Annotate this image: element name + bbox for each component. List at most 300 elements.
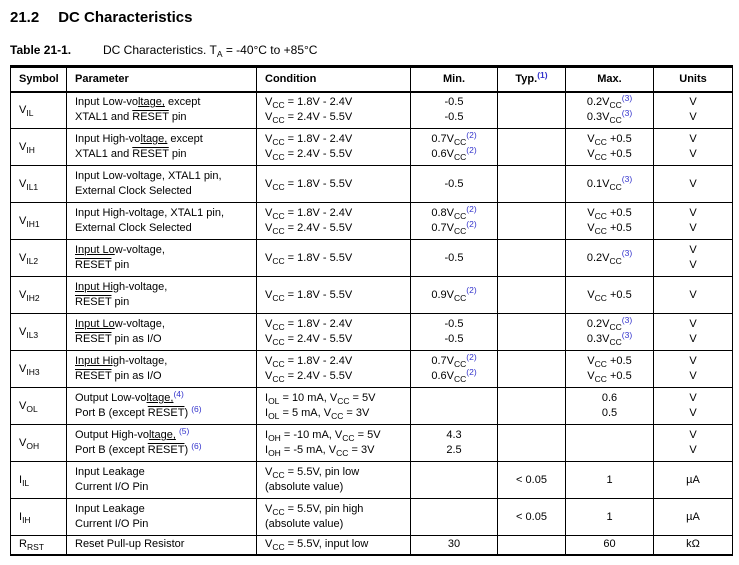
- subscript: CC: [453, 226, 467, 236]
- cell-symbol: [11, 536, 67, 555]
- cell-units: [654, 314, 733, 351]
- cell-line: $I_{IL}$: [19, 473, 30, 488]
- cell-parameter: [67, 129, 257, 166]
- cell-line: RESET pin: [75, 259, 130, 271]
- column-header-min: Min.: [411, 67, 498, 92]
- footnote-link[interactable]: (3): [621, 107, 633, 118]
- cell-units: [654, 499, 733, 536]
- cell-line: Input Low-voltage,: [75, 244, 165, 256]
- cell-line: -0.5: [444, 333, 464, 345]
- cell-line: $V_{CC} = 1.8V - 5.5V$: [265, 288, 353, 303]
- cell-line: $V_{CC} = 2.4V - 5.5V$: [265, 222, 353, 236]
- cell-typ: [498, 388, 566, 425]
- cell-line: 30: [447, 538, 461, 551]
- footnote-link[interactable]: (2): [466, 203, 477, 214]
- cell-condition: [257, 166, 411, 203]
- cell-symbol: [11, 314, 67, 351]
- cell-max: [566, 351, 654, 388]
- cell-parameter: [67, 92, 257, 129]
- cell-min: [411, 203, 498, 240]
- table-row: [11, 129, 733, 166]
- cell-line: V: [689, 177, 697, 190]
- table-caption-text: DC Characteristics. $T_A = -40^\circ C$ to +85°C: [103, 43, 318, 59]
- subscript: CC: [594, 137, 607, 147]
- cell-line: Current I/O Pin: [75, 481, 149, 493]
- cell-max: [566, 92, 654, 129]
- section-heading: [10, 9, 739, 26]
- subscript: IL3: [26, 329, 39, 340]
- subscript: CC: [453, 137, 467, 147]
- cell-parameter: [67, 499, 257, 536]
- footnote-link[interactable]: (3): [621, 314, 633, 325]
- cell-line: $V_{CC} = 1.8V - 2.4V$: [265, 96, 353, 111]
- cell-line: $0.6V_{CC}^{(2)}$: [431, 366, 477, 384]
- cell-parameter: [67, 425, 257, 462]
- subscript: OL: [268, 411, 280, 421]
- table-header: [11, 67, 733, 92]
- subscript: IL2: [26, 255, 39, 266]
- cell-typ: [498, 351, 566, 388]
- cell-symbol: [11, 203, 67, 240]
- cell-line: $V_{CC} = 1.8V - 5.5V$: [265, 177, 353, 192]
- cell-max: [566, 129, 654, 166]
- cell-line: $I_{OH} = -10$ mA, $V_{CC} = 5V$: [265, 429, 381, 443]
- cell-units: [654, 425, 733, 462]
- cell-line: Input High-voltage, except: [75, 133, 203, 145]
- subscript: CC: [453, 359, 467, 369]
- cell-line: $0.1V_{CC}^{(3)}$: [586, 174, 633, 192]
- cell-parameter: [67, 166, 257, 203]
- cell-line: 1: [606, 510, 613, 523]
- cell-line: RESET pin as I/O: [75, 370, 162, 382]
- subscript: CC: [272, 507, 285, 517]
- cell-condition: [257, 462, 411, 499]
- subscript: CC: [272, 322, 285, 332]
- subscript: CC: [609, 115, 622, 126]
- cell-line: V: [689, 133, 697, 145]
- subscript: CC: [331, 411, 344, 421]
- section-number: 21.2: [10, 9, 40, 26]
- cell-min: [411, 536, 498, 555]
- cell-line: XTAL1 and RESET pin: [75, 111, 187, 124]
- cell-typ: [498, 129, 566, 166]
- cell-typ: [498, 240, 566, 277]
- subscript: IL: [22, 477, 30, 488]
- cell-line: -0.5: [444, 251, 464, 264]
- cell-line: V: [689, 207, 697, 219]
- subscript: CC: [594, 374, 607, 384]
- linked-text[interactable]: Input Lo: [75, 318, 115, 330]
- subscript: OH: [268, 433, 281, 443]
- subscript: CC: [272, 337, 285, 347]
- cell-min: [411, 314, 498, 351]
- table-row: [11, 425, 733, 462]
- cell-line: $V_{CC} +0.5$: [587, 370, 632, 384]
- table-row: [11, 314, 733, 351]
- cell-line: Input Low-voltage, except: [75, 96, 201, 109]
- subscript: CC: [272, 137, 285, 147]
- subscript: RST: [26, 542, 44, 553]
- table-row: [11, 92, 733, 129]
- subscript: IH1: [26, 218, 40, 229]
- cell-line: V: [689, 318, 697, 330]
- cell-line: $V_{IH2}$: [19, 288, 40, 303]
- cell-line: 0.5: [601, 407, 618, 419]
- active-low-signal: RESET: [132, 148, 169, 160]
- subscript: CC: [272, 374, 285, 384]
- cell-min: [411, 388, 498, 425]
- cell-units: [654, 92, 733, 129]
- active-low-signal: RESET: [75, 296, 112, 308]
- cell-min: [411, 277, 498, 314]
- cell-line: $V_{CC} = 1.8V - 2.4V$: [265, 207, 353, 221]
- subscript: A: [216, 49, 223, 59]
- footnote-link[interactable]: (2): [466, 351, 477, 362]
- subscript: OL: [268, 396, 280, 406]
- cell-line: V: [689, 222, 697, 234]
- column-header-units: Units: [654, 67, 733, 92]
- subscript: OL: [26, 403, 38, 414]
- cell-line: V: [689, 407, 697, 419]
- cell-line: $V_{IL2}$: [19, 251, 39, 266]
- cell-parameter: [67, 462, 257, 499]
- cell-line: V: [689, 259, 697, 271]
- subscript: CC: [272, 542, 285, 553]
- cell-line: $0.7V_{CC}^{(2)}$: [431, 351, 477, 369]
- linked-text[interactable]: ltage,: [140, 133, 168, 145]
- cell-line: $V_{IH1}$: [19, 214, 40, 229]
- cell-max: [566, 240, 654, 277]
- cell-line: 0.6: [601, 392, 618, 404]
- footnote-link[interactable]: (3): [621, 329, 633, 340]
- subscript: CC: [609, 322, 622, 332]
- active-low-signal: RESET: [147, 407, 185, 419]
- table-row: [11, 499, 733, 536]
- cell-line: V: [689, 111, 697, 124]
- active-low-signal: RESET: [147, 444, 185, 456]
- cell-typ: [498, 92, 566, 129]
- subscript: CC: [453, 211, 467, 221]
- cell-line: V: [689, 333, 697, 345]
- footnote-link[interactable]: (6): [191, 403, 202, 414]
- footnote-link[interactable]: (2): [466, 218, 477, 229]
- subscript: IH3: [26, 366, 40, 377]
- cell-min: [411, 462, 498, 499]
- subscript: IH: [26, 144, 35, 155]
- cell-min: [411, 92, 498, 129]
- cell-line: 4.3: [446, 429, 462, 441]
- cell-line: $I_{OL} = 5$ mA, $V_{CC} = 3V$: [265, 407, 370, 421]
- cell-min: [411, 166, 498, 203]
- cell-line: -0.5: [444, 318, 464, 330]
- cell-parameter: [67, 203, 257, 240]
- cell-line: $V_{CC} = 5.5V$, pin high: [265, 503, 364, 517]
- cell-line: Port B (except RESET) $^{(6)}$: [75, 403, 202, 419]
- cell-line: $V_{IH}$: [19, 140, 35, 155]
- cell-units: [654, 129, 733, 166]
- cell-line: $0.7V_{CC}^{(2)}$: [431, 129, 477, 147]
- footnote-link[interactable]: (5): [178, 425, 190, 436]
- cell-line: V: [689, 96, 697, 109]
- cell-line: $0.2V_{CC}^{(3)}$: [586, 314, 633, 332]
- footnote-link[interactable]: (3): [621, 174, 633, 184]
- cell-line: $V_{CC} = 1.8V - 2.4V$: [265, 318, 353, 332]
- footnote-link[interactable]: (2): [466, 129, 477, 140]
- subscript: CC: [272, 152, 285, 162]
- cell-symbol: [11, 129, 67, 166]
- cell-line: $V_{CC} = 2.4V - 5.5V$: [265, 148, 353, 162]
- footnote-link[interactable]: (2): [466, 366, 477, 377]
- cell-min: [411, 425, 498, 462]
- cell-condition: [257, 536, 411, 555]
- cell-line: $0.3V_{CC}^{(3)}$: [586, 329, 633, 347]
- footnote-link[interactable]: (2): [466, 144, 477, 155]
- subscript: CC: [272, 470, 285, 480]
- cell-line: V: [689, 444, 697, 456]
- footnote-link[interactable]: (1): [537, 69, 548, 80]
- cell-line: µA: [686, 473, 700, 486]
- cell-line: XTAL1 and RESET pin: [75, 148, 187, 160]
- cell-parameter: [67, 388, 257, 425]
- cell-units: [654, 240, 733, 277]
- cell-parameter: [67, 277, 257, 314]
- cell-line: $V_{OH}$: [19, 436, 40, 451]
- cell-units: [654, 351, 733, 388]
- table-row: [11, 203, 733, 240]
- subscript: OH: [268, 448, 281, 458]
- cell-parameter: [67, 351, 257, 388]
- cell-line: RESET pin: [75, 296, 130, 308]
- cell-max: [566, 277, 654, 314]
- cell-condition: [257, 499, 411, 536]
- cell-line: $0.3V_{CC}^{(3)}$: [586, 107, 633, 126]
- cell-max: [566, 536, 654, 555]
- linked-text[interactable]: Input Hig: [75, 355, 120, 367]
- subscript: CC: [594, 211, 607, 221]
- cell-symbol: [11, 240, 67, 277]
- column-header-symbol: Symbol: [11, 67, 67, 92]
- linked-text[interactable]: Input Hig: [75, 281, 120, 293]
- cell-line: Output Low-voltage,$^{(4)}$: [75, 388, 184, 404]
- table-row: [11, 277, 733, 314]
- cell-line: -0.5: [444, 111, 464, 124]
- table-body: [11, 92, 733, 555]
- cell-line: µA: [686, 510, 700, 523]
- subscript: CC: [594, 292, 607, 303]
- cell-parameter: [67, 240, 257, 277]
- cell-max: [566, 166, 654, 203]
- cell-parameter: [67, 536, 257, 555]
- cell-line: V: [689, 244, 697, 256]
- table-caption-label: Table 21-1.: [10, 43, 72, 57]
- cell-units: [654, 277, 733, 314]
- subscript: CC: [594, 226, 607, 236]
- cell-typ: [498, 277, 566, 314]
- cell-line: < 0.05: [516, 510, 547, 523]
- cell-condition: [257, 351, 411, 388]
- cell-line: Input High-voltage,: [75, 281, 168, 293]
- cell-symbol: [11, 351, 67, 388]
- cell-typ: [498, 203, 566, 240]
- cell-line: External Clock Selected: [75, 185, 192, 197]
- cell-symbol: [11, 425, 67, 462]
- cell-max: [566, 203, 654, 240]
- table-row: [11, 166, 733, 203]
- subscript: IH: [22, 514, 31, 525]
- cell-line: Input Low-voltage, XTAL1 pin,: [75, 170, 222, 182]
- cell-symbol: [11, 166, 67, 203]
- column-header-max: Max.: [566, 67, 654, 92]
- cell-line: Input High-voltage,: [75, 355, 168, 367]
- cell-line: Port B (except RESET) $^{(6)}$: [75, 440, 202, 456]
- cell-line: Current I/O Pin: [75, 518, 149, 530]
- cell-condition: [257, 277, 411, 314]
- cell-line: $V_{CC} = 1.8V - 2.4V$: [265, 355, 353, 369]
- subscript: CC: [594, 152, 607, 162]
- cell-line: $V_{IL3}$: [19, 325, 39, 340]
- cell-typ: [498, 499, 566, 536]
- cell-line: Input Leakage: [75, 466, 145, 478]
- datasheet-page: [0, 9, 739, 565]
- cell-typ: [498, 166, 566, 203]
- footnote-link[interactable]: (4): [173, 388, 184, 399]
- subscript: CC: [453, 374, 467, 384]
- table-row: [11, 351, 733, 388]
- footnote-link[interactable]: (6): [191, 440, 202, 451]
- cell-line: $V_{CC} +0.5$: [587, 133, 632, 147]
- cell-units: [654, 536, 733, 555]
- footnote-link[interactable]: (3): [621, 248, 633, 258]
- subscript: IL1: [26, 181, 39, 192]
- subscript: CC: [453, 152, 467, 162]
- cell-line: $0.9V_{CC}^{(2)}$: [431, 285, 477, 303]
- table-row: [11, 388, 733, 425]
- cell-min: [411, 499, 498, 536]
- cell-line: (absolute value): [265, 518, 344, 530]
- cell-line: External Clock Selected: [75, 222, 192, 234]
- subscript: CC: [337, 396, 350, 406]
- cell-line: $V_{IL1}$: [19, 177, 39, 192]
- cell-symbol: [11, 462, 67, 499]
- cell-max: [566, 499, 654, 536]
- linked-text[interactable]: ltage,: [137, 96, 165, 109]
- cell-line: $I_{OL} = 10$ mA, $V_{CC} = 5V$: [265, 392, 376, 406]
- subscript: IL: [26, 107, 34, 118]
- cell-line: V: [689, 429, 697, 441]
- cell-line: $V_{CC} = 5.5V$, input low: [265, 538, 369, 553]
- column-header-typ: Typ.$^{(1)}$: [498, 67, 566, 92]
- subscript: IH2: [26, 292, 40, 303]
- cell-line: -0.5: [444, 177, 464, 190]
- cell-line: 60: [603, 538, 616, 551]
- subscript: CC: [609, 181, 622, 192]
- cell-line: $0.6V_{CC}^{(2)}$: [431, 144, 477, 162]
- linked-text[interactable]: Input Lo: [75, 244, 115, 256]
- linked-text[interactable]: ltage,: [146, 392, 174, 404]
- active-low-signal: RESET: [75, 370, 112, 382]
- active-low-signal: RESET: [75, 333, 112, 345]
- cell-line: $0.8V_{CC}^{(2)}$: [431, 203, 477, 221]
- cell-line: V: [689, 392, 697, 404]
- cell-condition: [257, 92, 411, 129]
- cell-symbol: [11, 92, 67, 129]
- subscript: CC: [609, 100, 622, 111]
- active-low-signal: RESET: [132, 111, 169, 124]
- subscript: OH: [26, 440, 40, 451]
- subscript: CC: [336, 448, 349, 458]
- cell-symbol: [11, 277, 67, 314]
- cell-line: Input Leakage: [75, 503, 145, 515]
- cell-max: [566, 388, 654, 425]
- cell-condition: [257, 240, 411, 277]
- cell-line: $V_{OL}$: [19, 399, 38, 414]
- cell-line: RESET pin as I/O: [75, 333, 162, 345]
- dc-characteristics-table: [10, 65, 733, 556]
- cell-typ: [498, 425, 566, 462]
- cell-line: -0.5: [444, 96, 464, 109]
- table-row: [11, 240, 733, 277]
- cell-line: $V_{IH3}$: [19, 362, 40, 377]
- cell-line: $V_{CC} +0.5$: [587, 355, 632, 369]
- cell-symbol: [11, 499, 67, 536]
- cell-line: $V_{CC} +0.5$: [587, 148, 632, 162]
- cell-parameter: [67, 314, 257, 351]
- cell-units: [654, 388, 733, 425]
- cell-min: [411, 351, 498, 388]
- cell-line: $V_{CC} +0.5$: [587, 207, 632, 221]
- cell-line: $V_{CC} +0.5$: [587, 288, 632, 303]
- cell-line: $0.2V_{CC}^{(3)}$: [586, 248, 633, 266]
- subscript: CC: [272, 359, 285, 369]
- cell-line: kΩ: [686, 538, 700, 551]
- linked-text[interactable]: ltage,: [148, 429, 176, 441]
- cell-condition: [257, 203, 411, 240]
- subscript: CC: [272, 181, 285, 192]
- cell-line: Output High-voltage, $^{(5)}$: [75, 425, 190, 441]
- cell-line: $V_{CC} = 2.4V - 5.5V$: [265, 333, 353, 347]
- cell-line: $V_{IL}$: [19, 103, 34, 118]
- cell-line: Input High-voltage, XTAL1 pin,: [75, 207, 224, 219]
- active-low-signal: RESET: [75, 259, 112, 271]
- cell-line: 1: [606, 473, 613, 486]
- subscript: CC: [609, 337, 622, 347]
- cell-line: $V_{CC} = 2.4V - 5.5V$: [265, 111, 353, 126]
- subscript: CC: [272, 211, 285, 221]
- cell-line: Input Low-voltage,: [75, 318, 165, 330]
- subscript: CC: [272, 226, 285, 236]
- cell-line: V: [689, 288, 697, 301]
- cell-line: $V_{CC} = 5.5V$, pin low: [265, 466, 360, 480]
- cell-min: [411, 240, 498, 277]
- cell-units: [654, 166, 733, 203]
- subscript: CC: [453, 292, 467, 303]
- subscript: CC: [594, 359, 607, 369]
- footnote-link[interactable]: (3): [621, 92, 633, 103]
- cell-max: [566, 425, 654, 462]
- cell-typ: [498, 536, 566, 555]
- footnote-link[interactable]: (2): [466, 285, 477, 295]
- column-header-parameter: Parameter: [67, 67, 257, 92]
- subscript: CC: [609, 255, 622, 266]
- subscript: CC: [272, 115, 285, 126]
- cell-max: [566, 314, 654, 351]
- subscript: CC: [272, 292, 285, 303]
- table-row: [11, 462, 733, 499]
- subscript: CC: [272, 255, 285, 266]
- subscript: CC: [272, 100, 285, 111]
- section-title: DC Characteristics: [58, 9, 193, 26]
- cell-condition: [257, 425, 411, 462]
